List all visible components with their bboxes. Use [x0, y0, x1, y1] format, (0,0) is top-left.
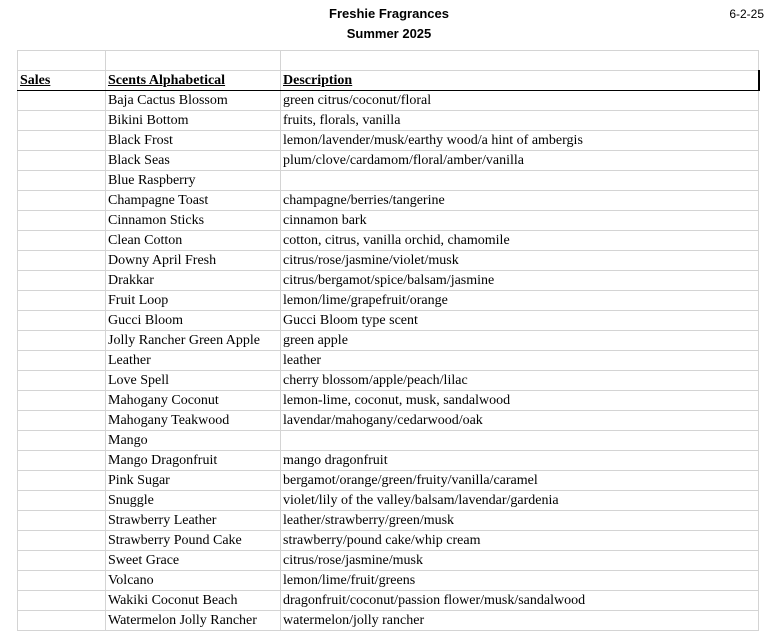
table-row — [18, 271, 759, 291]
sales-cell[interactable] — [18, 591, 106, 611]
sales-cell[interactable] — [18, 311, 106, 331]
table-row — [18, 451, 759, 471]
table-row — [18, 411, 759, 431]
scent-name-cell[interactable]: Drakkar — [106, 271, 281, 291]
sales-cell[interactable] — [18, 451, 106, 471]
table-row — [18, 571, 759, 591]
table-row — [18, 551, 759, 571]
sales-cell[interactable] — [18, 331, 106, 351]
table-row — [18, 611, 759, 631]
description-cell[interactable]: watermelon/jolly rancher — [281, 611, 759, 631]
table-row — [18, 151, 759, 171]
sales-cell[interactable] — [18, 171, 106, 191]
table-row — [18, 231, 759, 251]
scent-name-cell[interactable]: Pink Sugar — [106, 471, 281, 491]
table-row — [18, 371, 759, 391]
scent-name-cell[interactable]: Love Spell — [106, 371, 281, 391]
description-cell[interactable]: citrus/bergamot/spice/balsam/jasmine — [281, 271, 759, 291]
scent-name-cell[interactable]: Mango Dragonfruit — [106, 451, 281, 471]
table-row — [18, 491, 759, 511]
description-cell[interactable]: strawberry/pound cake/whip cream — [281, 531, 759, 551]
table-row — [18, 171, 759, 191]
description-cell[interactable]: citrus/rose/jasmine/violet/musk — [281, 251, 759, 271]
table-row — [18, 591, 759, 611]
description-cell[interactable] — [281, 171, 759, 191]
sales-cell[interactable] — [18, 511, 106, 531]
blank-cell[interactable] — [18, 51, 106, 71]
description-cell[interactable]: leather — [281, 351, 759, 371]
sales-cell[interactable] — [18, 491, 106, 511]
sales-cell[interactable] — [18, 571, 106, 591]
description-cell[interactable]: lemon/lime/fruit/greens — [281, 571, 759, 591]
sales-cell[interactable] — [18, 351, 106, 371]
scent-name-cell[interactable]: Black Frost — [106, 131, 281, 151]
scents-table — [17, 50, 760, 631]
table-row — [18, 511, 759, 531]
scent-name-cell[interactable]: Wakiki Coconut Beach — [106, 591, 281, 611]
description-cell[interactable]: cotton, citrus, vanilla orchid, chamomile — [281, 231, 759, 251]
scent-name-cell[interactable]: Jolly Rancher Green Apple — [106, 331, 281, 351]
description-cell[interactable]: lemon/lime/grapefruit/orange — [281, 291, 759, 311]
description-cell[interactable]: cherry blossom/apple/peach/lilac — [281, 371, 759, 391]
document-title: Freshie Fragrances — [329, 6, 449, 21]
sales-cell[interactable] — [18, 611, 106, 631]
scent-name-cell[interactable]: Bikini Bottom — [106, 111, 281, 131]
scent-name-cell[interactable]: Volcano — [106, 571, 281, 591]
scent-name-cell[interactable]: Strawberry Leather — [106, 511, 281, 531]
blank-row — [18, 51, 759, 71]
table-row — [18, 391, 759, 411]
scent-name-cell[interactable]: Fruit Loop — [106, 291, 281, 311]
description-cell[interactable]: citrus/rose/jasmine/musk — [281, 551, 759, 571]
table-row — [18, 91, 759, 111]
description-cell[interactable]: fruits, florals, vanilla — [281, 111, 759, 131]
sales-cell[interactable] — [18, 551, 106, 571]
description-cell[interactable]: dragonfruit/coconut/passion flower/musk/sandalwood — [281, 591, 759, 611]
description-cell[interactable]: lavendar/mahogany/cedarwood/oak — [281, 411, 759, 431]
sales-cell[interactable] — [18, 431, 106, 451]
sales-cell[interactable] — [18, 131, 106, 151]
sales-cell[interactable] — [18, 151, 106, 171]
table-row — [18, 311, 759, 331]
sales-cell[interactable] — [18, 211, 106, 231]
table-row — [18, 331, 759, 351]
sales-cell[interactable] — [18, 231, 106, 251]
scent-name-cell[interactable]: Snuggle — [106, 491, 281, 511]
description-cell[interactable]: green apple — [281, 331, 759, 351]
description-column-header[interactable]: Description — [281, 71, 759, 91]
document-date: 6-2-25 — [729, 7, 764, 21]
sales-cell[interactable] — [18, 91, 106, 111]
sales-cell[interactable] — [18, 271, 106, 291]
description-cell[interactable]: mango dragonfruit — [281, 451, 759, 471]
header-row — [18, 71, 759, 91]
sales-cell[interactable] — [18, 411, 106, 431]
table-row — [18, 111, 759, 131]
sales-cell[interactable] — [18, 391, 106, 411]
sales-cell[interactable] — [18, 191, 106, 211]
document-subtitle: Summer 2025 — [346, 26, 432, 41]
description-cell[interactable]: green citrus/coconut/floral — [281, 91, 759, 111]
sales-cell[interactable] — [18, 251, 106, 271]
table-row — [18, 351, 759, 371]
description-cell[interactable]: cinnamon bark — [281, 211, 759, 231]
description-cell[interactable]: violet/lily of the valley/balsam/lavendar/gardenia — [281, 491, 759, 511]
scent-name-cell[interactable]: Clean Cotton — [106, 231, 281, 251]
scent-name-cell[interactable]: Sweet Grace — [106, 551, 281, 571]
scent-name-cell[interactable]: Cinnamon Sticks — [106, 211, 281, 231]
table-row — [18, 131, 759, 151]
table-row — [18, 531, 759, 551]
description-cell[interactable]: bergamot/orange/green/fruity/vanilla/caramel — [281, 471, 759, 491]
sales-column-header[interactable]: Sales — [18, 71, 106, 91]
description-cell[interactable]: plum/clove/cardamom/floral/amber/vanilla — [281, 151, 759, 171]
scent-name-cell[interactable]: Mahogany Teakwood — [106, 411, 281, 431]
sales-cell[interactable] — [18, 291, 106, 311]
table-row — [18, 251, 759, 271]
sales-cell[interactable] — [18, 531, 106, 551]
scent-name-cell[interactable]: Blue Raspberry — [106, 171, 281, 191]
description-cell[interactable]: lemon-lime, coconut, musk, sandalwood — [281, 391, 759, 411]
scent-name-cell[interactable]: Downy April Fresh — [106, 251, 281, 271]
scent-name-cell[interactable]: Strawberry Pound Cake — [106, 531, 281, 551]
description-cell[interactable] — [281, 431, 759, 451]
blank-cell[interactable] — [281, 51, 759, 71]
table-row — [18, 191, 759, 211]
description-cell[interactable]: Gucci Bloom type scent — [281, 311, 759, 331]
description-cell[interactable]: lemon/lavender/musk/earthy wood/a hint of ambergis — [281, 131, 759, 151]
table-row — [18, 471, 759, 491]
table-row — [18, 291, 759, 311]
scent-name-cell[interactable]: Mango — [106, 431, 281, 451]
scents-column-header[interactable]: Scents Alphabetical — [106, 71, 281, 91]
blank-cell[interactable] — [106, 51, 281, 71]
sales-cell[interactable] — [18, 471, 106, 491]
description-cell[interactable]: champagne/berries/tangerine — [281, 191, 759, 211]
scent-name-cell[interactable]: Leather — [106, 351, 281, 371]
table-row — [18, 431, 759, 451]
scent-name-cell[interactable]: Mahogany Coconut — [106, 391, 281, 411]
scent-name-cell[interactable]: Watermelon Jolly Rancher — [106, 611, 281, 631]
scent-name-cell[interactable]: Baja Cactus Blossom — [106, 91, 281, 111]
scent-name-cell[interactable]: Black Seas — [106, 151, 281, 171]
sales-cell[interactable] — [18, 111, 106, 131]
sales-cell[interactable] — [18, 371, 106, 391]
description-cell[interactable]: leather/strawberry/green/musk — [281, 511, 759, 531]
table-row — [18, 211, 759, 231]
scent-name-cell[interactable]: Champagne Toast — [106, 191, 281, 211]
scent-name-cell[interactable]: Gucci Bloom — [106, 311, 281, 331]
